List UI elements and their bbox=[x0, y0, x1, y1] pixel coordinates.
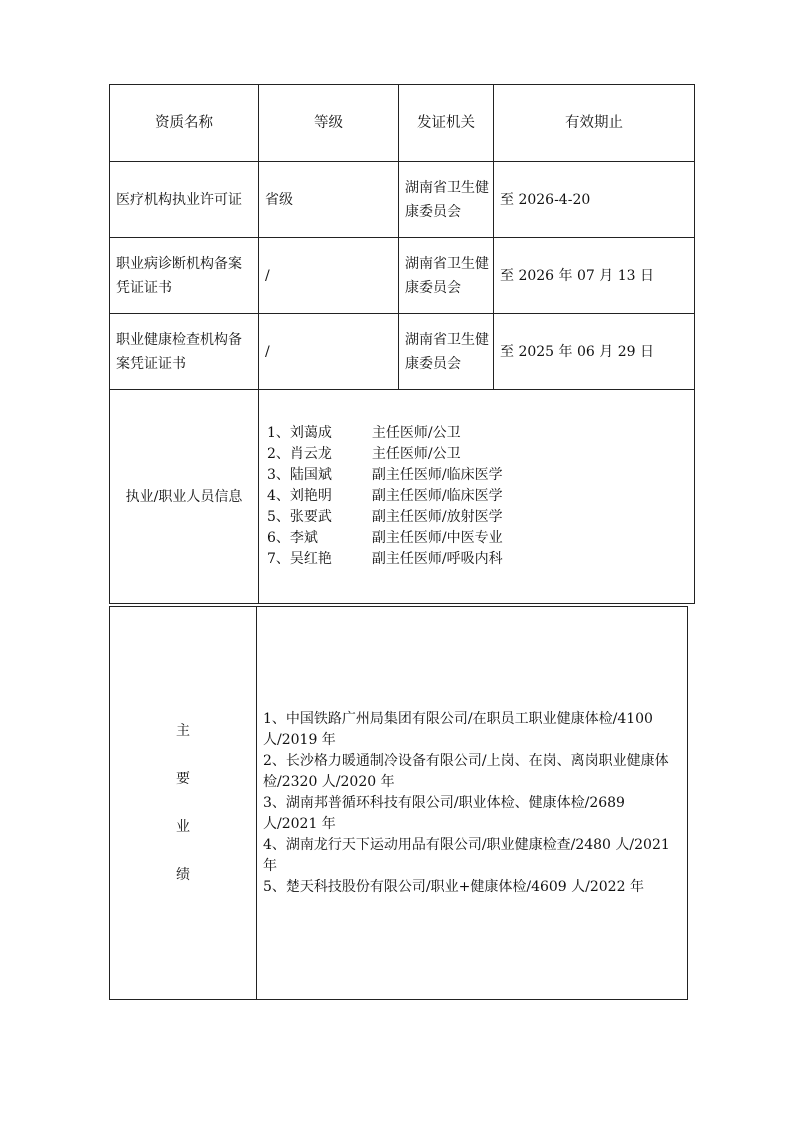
qualification-level: 省级 bbox=[259, 162, 399, 238]
staff-title: 主任医师/公卫 bbox=[371, 425, 461, 441]
staff-name: 肖云龙 bbox=[289, 446, 332, 462]
staff-title: 主任医师/公卫 bbox=[371, 446, 461, 462]
qualification-level: / bbox=[259, 238, 399, 314]
table-row bbox=[110, 162, 695, 238]
performance-label-char: 要 bbox=[176, 771, 190, 787]
list-item: 5、楚天科技股份有限公司/职业+健康体检/4609 人/2022 年 bbox=[263, 878, 644, 895]
list-item bbox=[267, 444, 694, 465]
performance-table bbox=[109, 606, 688, 1000]
qualification-issuer: 湖南省卫生健康委员会 bbox=[399, 314, 494, 390]
qualification-issuer: 湖南省卫生健康委员会 bbox=[399, 162, 494, 238]
qualification-name: 职业健康检查机构备案凭证证书 bbox=[110, 314, 259, 390]
staff-index: 2、 bbox=[267, 446, 290, 462]
qualification-table bbox=[109, 84, 695, 604]
list-item: 2、长沙格力暖通制冷设备有限公司/上岗、在岗、离岗职业健康体检/2320 人/2020 年 bbox=[263, 752, 669, 790]
staff-list bbox=[259, 390, 695, 604]
staff-index: 6、 bbox=[267, 530, 290, 546]
header-cell-expiry: 有效期止 bbox=[494, 85, 695, 162]
table-header-row bbox=[110, 85, 695, 162]
qualification-expiry: 至 2026 年 07 月 13 日 bbox=[494, 238, 695, 314]
list-item bbox=[267, 465, 694, 486]
staff-name: 陆国斌 bbox=[289, 467, 332, 483]
staff-title: 副主任医师/放射医学 bbox=[371, 509, 503, 525]
qualification-issuer: 湖南省卫生健康委员会 bbox=[399, 238, 494, 314]
staff-title: 副主任医师/中医专业 bbox=[371, 530, 503, 546]
list-item bbox=[267, 549, 694, 570]
qualification-expiry: 至 2025 年 06 月 29 日 bbox=[494, 314, 695, 390]
qualification-expiry: 至 2026-4-20 bbox=[494, 162, 695, 238]
list-item: 1、中国铁路广州局集团有限公司/在职员工职业健康体检/4100 人/2019 年 bbox=[263, 710, 653, 748]
performance-label-char: 主 bbox=[176, 723, 190, 739]
list-item: 4、湖南龙行天下运动用品有限公司/职业健康检查/2480 人/2021 年 bbox=[263, 836, 670, 874]
staff-index: 5、 bbox=[267, 509, 290, 525]
performance-label bbox=[110, 607, 257, 1000]
table-row bbox=[110, 238, 695, 314]
header-cell-name: 资质名称 bbox=[110, 85, 259, 162]
staff-name: 李斌 bbox=[289, 530, 318, 546]
staff-name: 刘艳明 bbox=[289, 488, 332, 504]
staff-index: 3、 bbox=[267, 467, 290, 483]
staff-row bbox=[110, 390, 695, 604]
table-row bbox=[110, 314, 695, 390]
qualification-level: / bbox=[259, 314, 399, 390]
staff-index: 1、 bbox=[267, 425, 290, 441]
staff-title: 副主任医师/呼吸内科 bbox=[371, 551, 503, 567]
header-cell-issuer: 发证机关 bbox=[399, 85, 494, 162]
performance-row bbox=[110, 607, 688, 1000]
list-item bbox=[267, 423, 694, 444]
qualification-name: 医疗机构执业许可证 bbox=[110, 162, 259, 238]
list-item bbox=[267, 486, 694, 507]
staff-name: 刘蔼成 bbox=[289, 425, 332, 441]
list-item bbox=[267, 528, 694, 549]
list-item: 3、湖南邦普循环科技有限公司/职业体检、健康体检/2689 人/2021 年 bbox=[263, 794, 625, 832]
performance-list bbox=[257, 607, 688, 1000]
staff-name: 张要武 bbox=[289, 509, 332, 525]
header-cell-level: 等级 bbox=[259, 85, 399, 162]
staff-name: 吴红艳 bbox=[289, 551, 332, 567]
performance-label-char: 业 bbox=[176, 819, 190, 835]
qualification-name: 职业病诊断机构备案凭证证书 bbox=[110, 238, 259, 314]
staff-index: 7、 bbox=[267, 551, 290, 567]
staff-title: 副主任医师/临床医学 bbox=[371, 467, 503, 483]
list-item bbox=[267, 507, 694, 528]
staff-index: 4、 bbox=[267, 488, 290, 504]
staff-title: 副主任医师/临床医学 bbox=[371, 488, 503, 504]
staff-label: 执业/职业人员信息 bbox=[110, 390, 259, 604]
performance-label-char: 绩 bbox=[176, 867, 190, 883]
